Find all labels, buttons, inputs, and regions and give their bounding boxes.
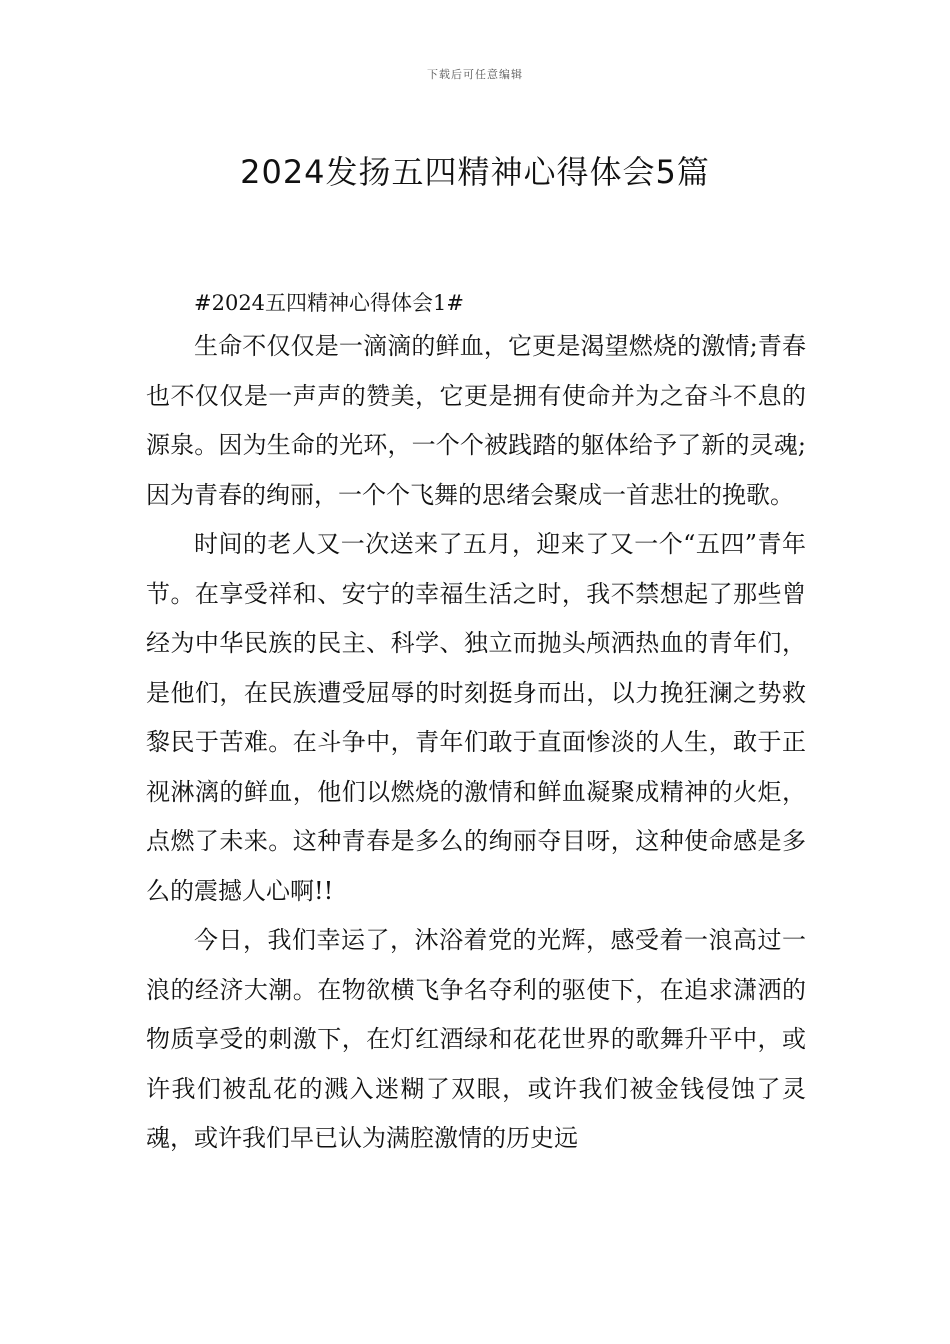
paragraph-1: 生命不仅仅是一滴滴的鲜血，它更是渴望燃烧的激情;青春也不仅仅是一声声的赞美，它更是拥有使命并为之奋斗不息的源泉。因为生命的光环，一个个被践踏的躯体给予了新的灵魂;因为青春的绚丽，一个个飞舞的思绪会聚成一首悲壮的挽歌。 <box>146 332 806 509</box>
paragraph-2: 时间的老人又一次送来了五月，迎来了又一个“五四”青年节。在享受祥和、安宁的幸福生活之时，我不禁想起了那些曾经为中华民族的民主、科学、独立而抛头颅洒热血的青年们，是他们，在民族遭受屈辱的时刻挺身而出，以力挽狂澜之势救黎民于苦难。在斗争中，青年们敢于直面惨淡的人生，敢于正视淋漓的鲜血，他们以燃烧的激情和鲜血凝聚成精神的火炬，点燃了未来。这种青春是多么的绚丽夺目呀，这种使命感是多么的震撼人心啊!! <box>146 530 806 905</box>
document-body <box>146 284 806 1164</box>
header-note: 下载后可任意编辑 <box>427 68 523 81</box>
document-title: 2024发扬五四精神心得体会5篇 <box>240 153 710 192</box>
paragraph-3: 今日，我们幸运了，沐浴着党的光辉，感受着一浪高过一浪的经济大潮。在物欲横飞争名夺利的驱使下，在追求潇洒的物质享受的刺激下，在灯红酒绿和花花世界的歌舞升平中，或许我们被乱花的溅入迷糊了双眼，或许我们被金钱侵蚀了灵魂，或许我们早已认为满腔激情的历史远 <box>146 926 806 1152</box>
section-heading: #2024五四精神心得体会1# <box>194 291 464 315</box>
